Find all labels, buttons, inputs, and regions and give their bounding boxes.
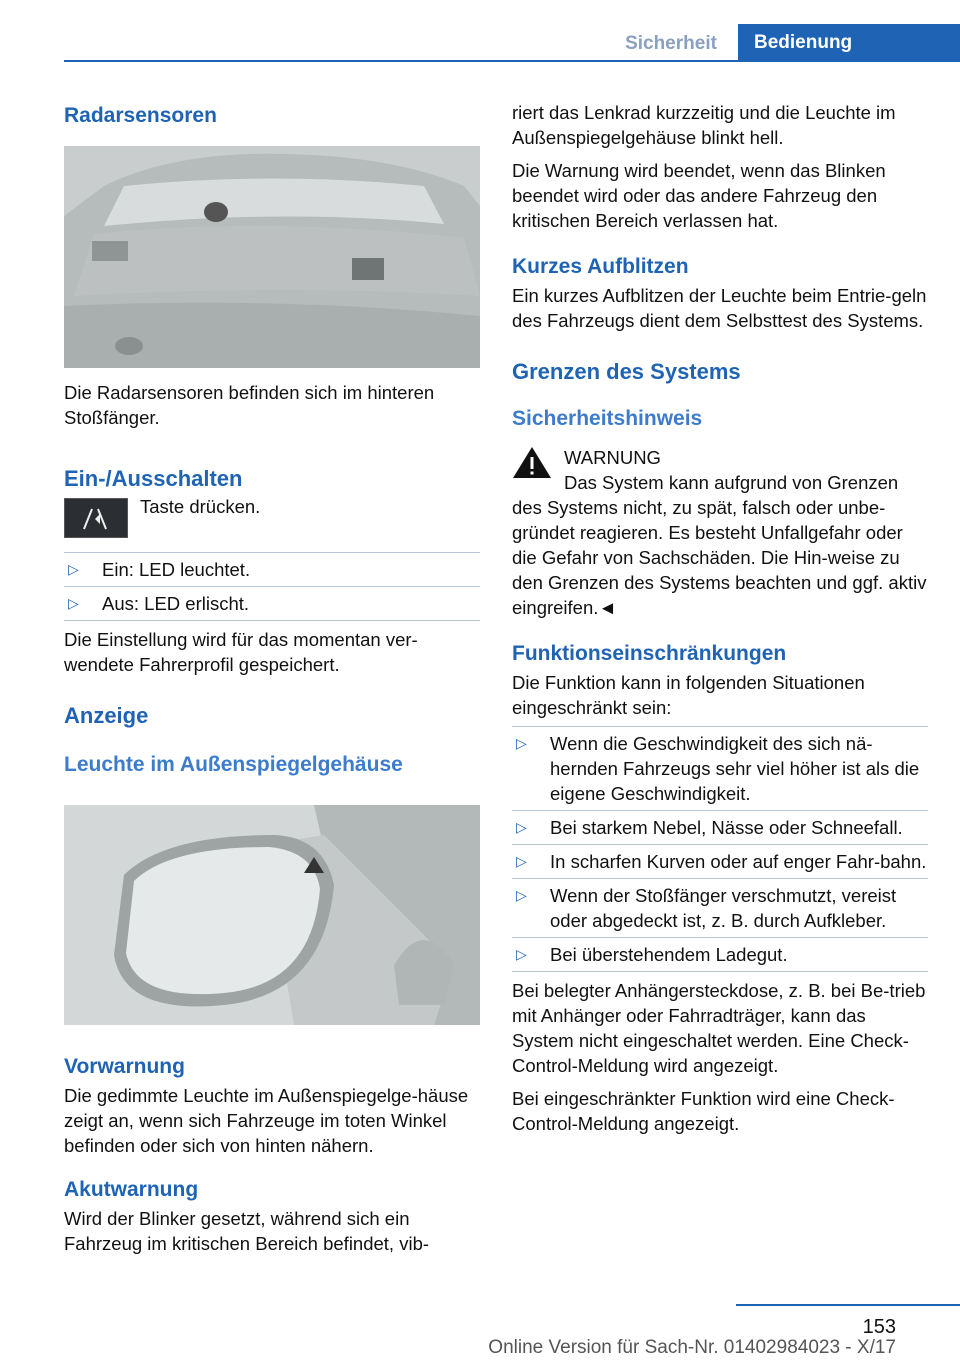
onoff-heading: Ein-/Ausschalten — [64, 466, 243, 491]
lane-assist-icon — [64, 498, 128, 538]
online-version-text: Online Version für Sach-Nr. 01402984023 - X/17 — [488, 1337, 896, 1358]
warning-text: des Systems nicht, zu spät, falsch oder unbe-gründet reagieren. Es besteht Unfallgefahr oder die Gefahr von Sachschäden. Die Hin-weise zu den Grenzen des Systems beachten und ggf. aktiv eingreifen.◄ — [512, 497, 927, 618]
press-button-text: Taste drücken. — [140, 496, 261, 517]
warning-triangle-icon — [512, 445, 552, 479]
triangle-right-icon: ▷ — [516, 853, 527, 869]
func-text: Die Funktion kann in folgenden Situationen eingeschränkt sein: — [512, 672, 865, 718]
triangle-right-icon: ▷ — [68, 595, 79, 611]
triangle-right-icon: ▷ — [516, 735, 527, 751]
limitations-list — [512, 726, 928, 972]
car-rear-image — [64, 146, 480, 368]
list-item: ▷ Wenn der Stoßfänger verschmutzt, vereist oder abgedeckt ist, z. B. durch Aufkleber. — [512, 879, 928, 938]
triangle-right-icon: ▷ — [516, 887, 527, 903]
setting-text: Die Einstellung wird für das momentan ver-wendete Fahrerprofil gespeichert. — [64, 629, 418, 675]
list-item: ▷ Aus: LED erlischt. — [64, 587, 480, 621]
acute-end-text: Die Warnung wird beendet, wenn das Blinken beendet wird oder das andere Fahrzeug den kritischen Bereich verlassen hat. — [512, 160, 886, 231]
triangle-right-icon: ▷ — [516, 946, 527, 962]
radar-heading: Radarsensoren — [64, 104, 217, 127]
mirror-illustration — [64, 805, 480, 1025]
car-rear-illustration — [64, 146, 480, 368]
display-heading: Anzeige — [64, 703, 149, 728]
list-item: ▷ Bei überstehendem Ladegut. — [512, 938, 928, 972]
prewarn-heading: Vorwarnung — [64, 1055, 185, 1078]
list-item: ▷ Wenn die Geschwindigkeit des sich nä-hernden Fahrzeugs sehr viel höher ist als die eigene Geschwindigkeit. — [512, 727, 928, 811]
list-item: ▷ Ein: LED leuchtet. — [64, 553, 480, 587]
header-rule — [64, 60, 960, 62]
mirror-heading: Leuchte im Außenspiegelgehäuse — [64, 753, 403, 776]
page-header — [0, 0, 960, 62]
func-heading: Funktionseinschränkungen — [512, 642, 787, 665]
left-column — [64, 96, 480, 1256]
acute-text: Wird der Blinker gesetzt, während sich ein Fahrzeug im kritischen Bereich befindet, vib- — [64, 1208, 430, 1254]
warning-block — [512, 445, 928, 495]
button-instruction — [64, 498, 480, 538]
safety-heading: Sicherheitshinweis — [512, 407, 703, 430]
acute-continued-text: riert das Lenkrad kurzzeitig und die Leuchte im Außenspiegelgehäuse blinkt hell. — [512, 102, 896, 148]
page-number: 153 — [862, 1316, 896, 1338]
limits-heading: Grenzen des Systems — [512, 359, 741, 384]
radar-text: Die Radarsensoren befinden sich im hinteren Stoßfänger. — [64, 382, 435, 428]
tab-sicherheit[interactable]: Sicherheit — [625, 33, 717, 54]
acute-heading: Akutwarnung — [64, 1178, 199, 1201]
right-column — [512, 100, 928, 1136]
warning-text-first: Das System kann aufgrund von Grenzen — [564, 472, 899, 493]
list-item: ▷ In scharfen Kurven oder auf enger Fahr-bahn. — [512, 845, 928, 879]
prewarn-text: Die gedimmte Leuchte im Außenspiegelge-häuse zeigt an, wenn sich Fahrzeuge im toten Winkel befinden oder sich von hinten nähern. — [64, 1085, 469, 1156]
triangle-right-icon: ▷ — [516, 819, 527, 835]
flash-heading: Kurzes Aufblitzen — [512, 255, 689, 278]
onoff-list — [64, 552, 480, 621]
flash-text: Ein kurzes Aufblitzen der Leuchte beim Entrie-geln des Fahrzeugs dient dem Selbsttest des Systems. — [512, 285, 927, 331]
mirror-image — [64, 805, 480, 1025]
trailer-text: Bei belegter Anhängersteckdose, z. B. bei Be-trieb mit Anhänger oder Fahrradträger, kann das System nicht eingeschaltet werden. Eine Check-Control-Meldung wird angezeigt. — [512, 980, 926, 1076]
warning-label: WARNUNG — [564, 447, 661, 468]
list-item: ▷ Bei starkem Nebel, Nässe oder Schneefall. — [512, 811, 928, 845]
triangle-right-icon: ▷ — [68, 561, 79, 577]
restricted-text: Bei eingeschränkter Funktion wird eine Check-Control-Meldung angezeigt. — [512, 1088, 895, 1134]
tab-bedienung[interactable]: Bedienung — [738, 24, 960, 62]
footer-rule — [736, 1304, 960, 1306]
